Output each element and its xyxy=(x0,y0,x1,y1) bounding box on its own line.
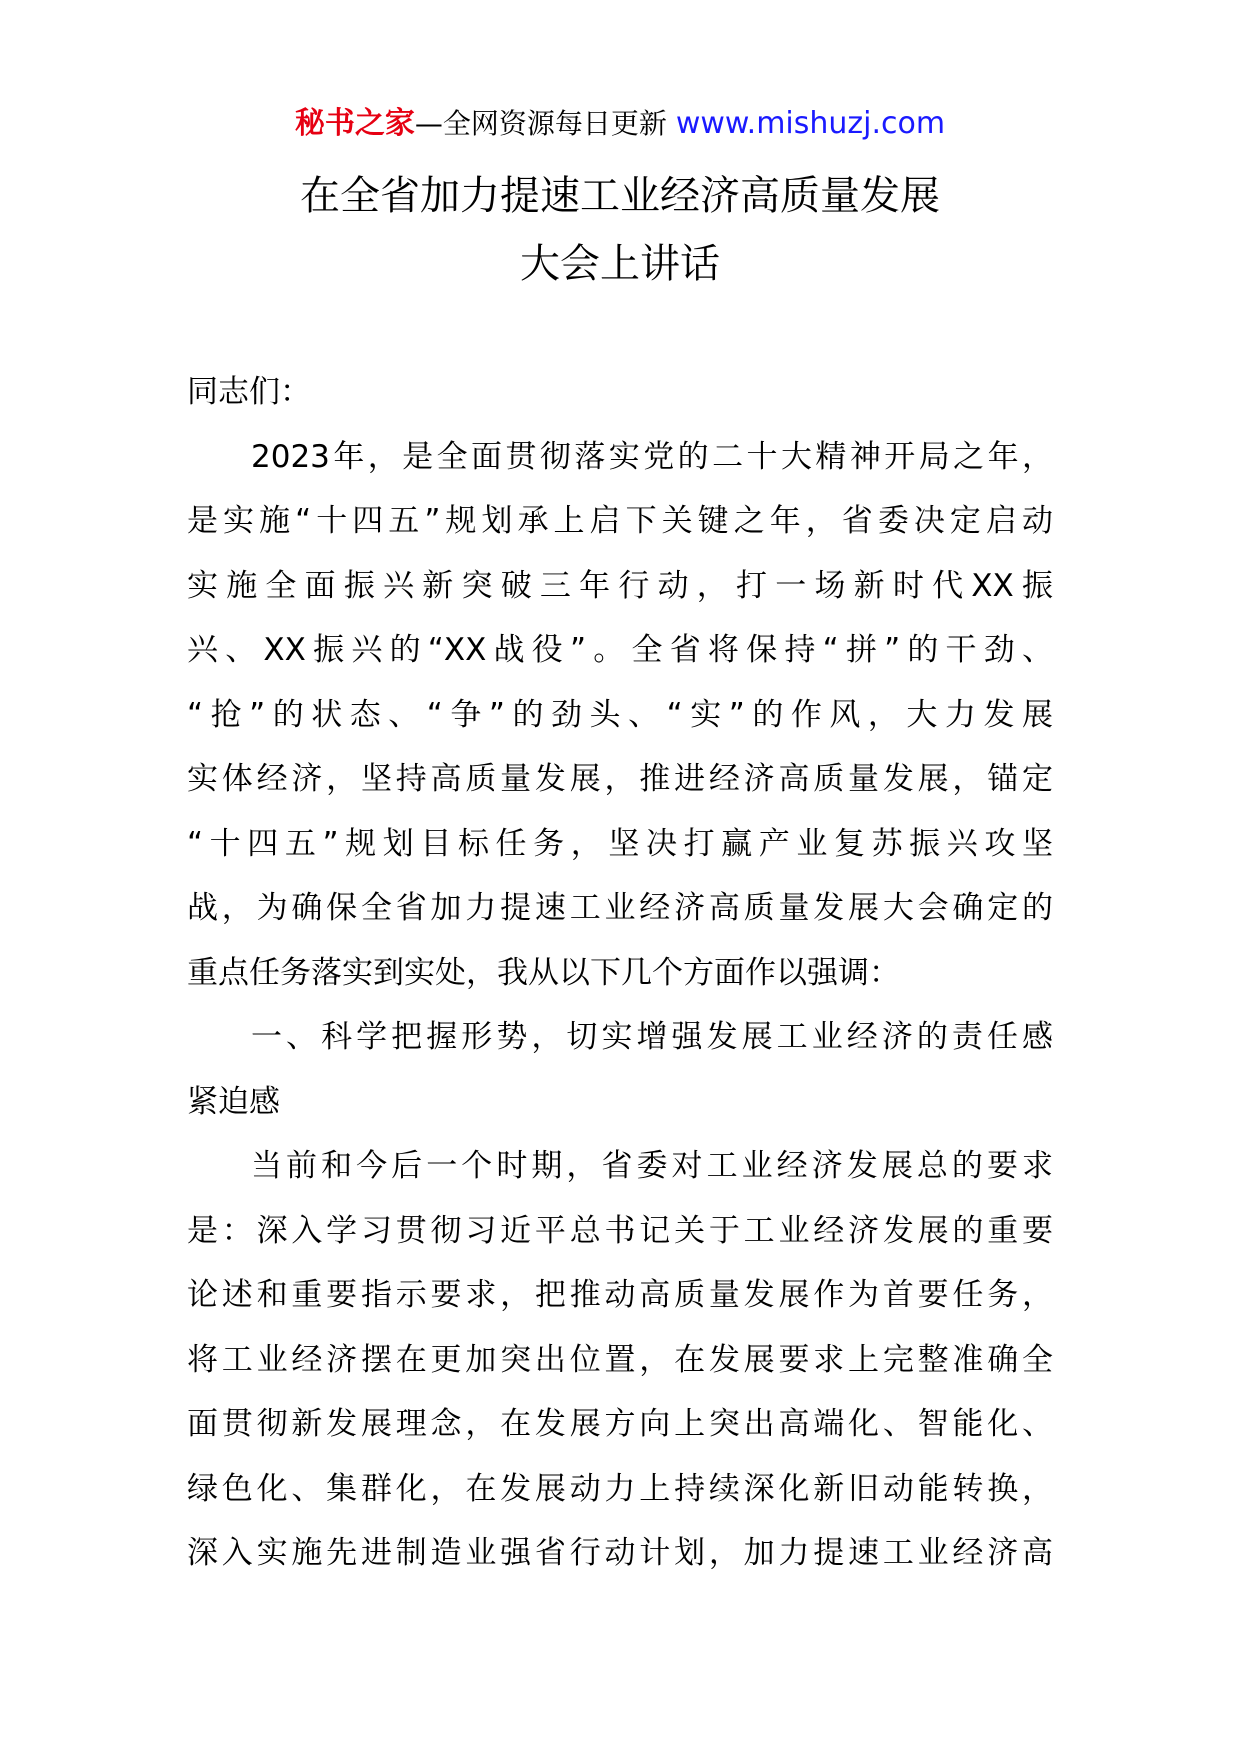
paragraph-line: 当前和今后一个时期，省委对工业经济发展总的要求 xyxy=(251,1148,1053,1184)
paragraph-line: 深入实施先进制造业强省行动计划，加力提速工业经济高 xyxy=(187,1535,1053,1571)
title-line-1: 在全省加力提速工业经济高质量发展 xyxy=(300,173,940,219)
paragraph-line: “抢”的状态、“争”的劲头、“实”的作风，大力发展 xyxy=(187,696,1053,733)
paragraph-line: 是实施“十四五”规划承上启下关键之年，省委决定启动 xyxy=(187,503,1053,539)
heading-line: 紧迫感 xyxy=(187,1083,280,1120)
salutation: 同志们： xyxy=(187,374,311,410)
paragraph-1 xyxy=(187,425,1053,1006)
paragraph-line: 面贯彻新发展理念，在发展方向上突出高端化、智能化、 xyxy=(187,1406,1053,1442)
paragraph-line: 绿色化、集群化，在发展动力上持续深化新旧动能转换， xyxy=(187,1470,1053,1507)
brand-name: 秘书之家 xyxy=(294,106,415,141)
paragraph-line: 是：深入学习贯彻习近平总书记关于工业经济发展的重要 xyxy=(187,1212,1053,1249)
heading-line: 一、科学把握形势，切实增强发展工业经济的责任感 xyxy=(251,1019,1053,1055)
paragraph-line: 实施全面振兴新突破三年行动，打一场新时代XX振 xyxy=(187,567,1053,604)
paragraph-line: 战，为确保全省加力提速工业经济高质量发展大会确定的 xyxy=(187,890,1053,926)
document-title xyxy=(0,162,1240,298)
site-header xyxy=(0,100,1240,148)
header-tagline: —全网资源每日更新 xyxy=(414,107,667,140)
title-line-2: 大会上讲话 xyxy=(520,241,720,287)
paragraph-line: 将工业经济摆在更加突出位置，在发展要求上完整准确全 xyxy=(187,1341,1053,1378)
paragraph-line: 兴、XX振兴的“XX战役”。全省将保持“拼”的干劲、 xyxy=(187,632,1053,668)
document-body xyxy=(187,360,1053,1586)
paragraph-line: 论述和重要指示要求，把推动高质量发展作为首要任务， xyxy=(187,1277,1053,1313)
paragraph-line: 2023年，是全面贯彻落实党的二十大精神开局之年， xyxy=(251,438,1053,475)
section-heading-1 xyxy=(187,1005,1053,1134)
site-url-link[interactable]: www.mishuzj.com xyxy=(675,106,946,141)
paragraph-2 xyxy=(187,1134,1053,1586)
paragraph-line: 实体经济，坚持高质量发展，推进经济高质量发展，锚定 xyxy=(187,761,1053,797)
paragraph-line: 重点任务落实到实处，我从以下几个方面作以强调： xyxy=(187,954,900,991)
paragraph-line: “十四五”规划目标任务，坚决打赢产业复苏振兴攻坚 xyxy=(187,825,1053,862)
